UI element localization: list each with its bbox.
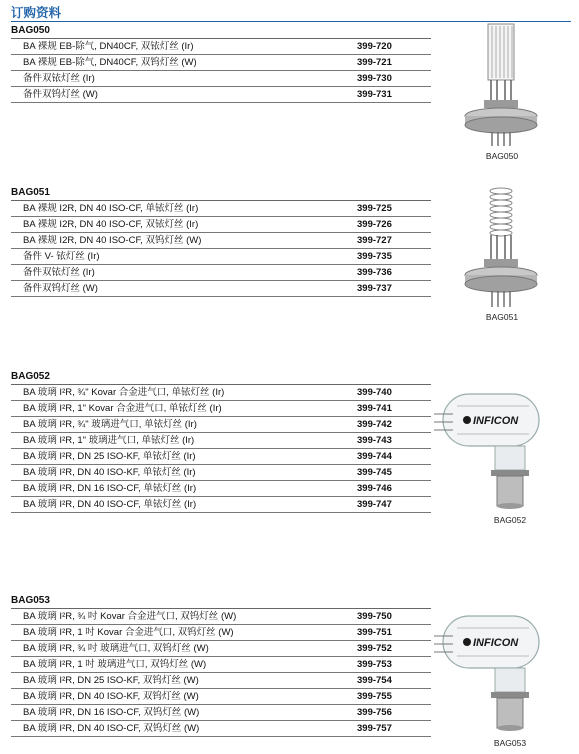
table-row	[11, 201, 431, 217]
section-bag053	[11, 594, 431, 737]
bag052-caption: BAG052	[493, 515, 527, 525]
table-row	[11, 673, 431, 689]
inficon-logo-icon	[463, 416, 471, 424]
part-number: 399-751	[357, 627, 392, 638]
table-row	[11, 481, 431, 497]
item-description: 备件双铱灯丝 (Ir)	[23, 73, 95, 84]
part-number: 399-725	[357, 203, 392, 214]
table-row	[11, 449, 431, 465]
section-heading: BAG051	[11, 186, 431, 201]
part-number: 399-727	[357, 235, 392, 246]
table-row	[11, 433, 431, 449]
part-number: 399-740	[357, 387, 392, 398]
part-number: 399-736	[357, 267, 392, 278]
item-description: BA 玻璃 I²R, 1 吋 Kovar 合金进气口, 双钨灯丝 (W)	[23, 627, 234, 638]
table-row	[11, 87, 431, 103]
item-description: BA 玻璃 I²R, DN 25 ISO-KF, 单铱灯丝 (Ir)	[23, 451, 196, 462]
part-number: 399-753	[357, 659, 392, 670]
part-number: 399-754	[357, 675, 392, 686]
section-heading: BAG053	[11, 594, 431, 609]
item-description: BA 裸规 EB-除气, DN40CF, 双铱灯丝 (Ir)	[23, 41, 194, 52]
item-description: BA 裸规 EB-除气, DN40CF, 双钨灯丝 (W)	[23, 57, 197, 68]
part-number: 399-721	[357, 57, 392, 68]
section-bag050	[11, 24, 431, 103]
item-description: BA 玻璃 I²R, 1" Kovar 合金进气口, 单铱灯丝 (Ir)	[23, 403, 222, 414]
table-row	[11, 465, 431, 481]
bag051-gauge-image	[458, 185, 544, 311]
table-row	[11, 401, 431, 417]
part-number: 399-741	[357, 403, 392, 414]
part-number: 399-744	[357, 451, 392, 462]
table-row	[11, 609, 431, 625]
item-description: BA 玻璃 I²R, 1 吋 玻璃进气口, 双钨灯丝 (W)	[23, 659, 207, 670]
item-description: BA 玻璃 I²R, DN 40 ISO-KF, 单铱灯丝 (Ir)	[23, 467, 196, 478]
bag050-caption: BAG050	[485, 151, 519, 161]
table-row	[11, 689, 431, 705]
bag053-caption: BAG053	[493, 738, 527, 748]
part-number: 399-737	[357, 283, 392, 294]
part-number: 399-755	[357, 691, 392, 702]
item-description: 备件 V- 铱灯丝 (Ir)	[23, 251, 100, 262]
inficon-logo-icon	[463, 638, 471, 646]
bag053-gauge-image	[433, 608, 563, 736]
part-number: 399-742	[357, 419, 392, 430]
section-bag051	[11, 186, 431, 297]
item-description: BA 玻璃 I²R, DN 40 ISO-CF, 单铱灯丝 (Ir)	[23, 499, 197, 510]
table-row	[11, 721, 431, 737]
page-title: 订购资料	[11, 6, 62, 20]
table-row	[11, 249, 431, 265]
item-description: BA 裸规 I2R, DN 40 ISO-CF, 双铱灯丝 (Ir)	[23, 219, 199, 230]
item-description: BA 玻璃 I²R, DN 25 ISO-KF, 双钨灯丝 (W)	[23, 675, 199, 686]
bag051-caption: BAG051	[485, 312, 519, 322]
item-description: BA 玻璃 I²R, 1" 玻璃进气口, 单铱灯丝 (Ir)	[23, 435, 195, 446]
item-description: BA 玻璃 I²R, ¾ 吋 Kovar 合金进气口, 双钨灯丝 (W)	[23, 611, 237, 622]
item-description: BA 玻璃 I²R, DN 40 ISO-CF, 双钨灯丝 (W)	[23, 723, 200, 734]
item-description: BA 裸规 I2R, DN 40 ISO-CF, 单铱灯丝 (Ir)	[23, 203, 199, 214]
part-number: 399-730	[357, 73, 392, 84]
table-row	[11, 281, 431, 297]
item-description: BA 裸规 I2R, DN 40 ISO-CF, 双钨灯丝 (W)	[23, 235, 202, 246]
part-number: 399-743	[357, 435, 392, 446]
table-row	[11, 705, 431, 721]
table-row	[11, 39, 431, 55]
table-row	[11, 641, 431, 657]
item-description: 备件双钨灯丝 (W)	[23, 89, 98, 100]
part-number: 399-726	[357, 219, 392, 230]
part-number: 399-756	[357, 707, 392, 718]
item-description: 备件双铱灯丝 (Ir)	[23, 267, 95, 278]
part-number: 399-720	[357, 41, 392, 52]
item-description: BA 玻璃 I²R, DN 16 ISO-CF, 单铱灯丝 (Ir)	[23, 483, 197, 494]
table-row	[11, 265, 431, 281]
item-description: BA 玻璃 I²R, ¾" Kovar 合金进气口, 单铱灯丝 (Ir)	[23, 387, 225, 398]
part-number: 399-750	[357, 611, 392, 622]
part-number: 399-745	[357, 467, 392, 478]
table-row	[11, 657, 431, 673]
table-row	[11, 217, 431, 233]
item-description: BA 玻璃 I²R, ¾ 吋 玻璃进气口, 双钨灯丝 (W)	[23, 643, 209, 654]
table-row	[11, 71, 431, 87]
section-heading: BAG050	[11, 24, 431, 39]
item-description: 备件双钨灯丝 (W)	[23, 283, 98, 294]
item-description: BA 玻璃 I²R, ¾" 玻璃进气口, 单铱灯丝 (Ir)	[23, 419, 197, 430]
inficon-logo-text: INFICON	[473, 637, 519, 649]
part-number: 399-746	[357, 483, 392, 494]
inficon-logo-text: INFICON	[473, 415, 519, 427]
table-row	[11, 417, 431, 433]
bag050-gauge-image	[458, 22, 544, 150]
table-row	[11, 625, 431, 641]
part-number: 399-731	[357, 89, 392, 100]
bag052-gauge-image	[433, 386, 563, 514]
table-row	[11, 233, 431, 249]
item-description: BA 玻璃 I²R, DN 40 ISO-KF, 双钨灯丝 (W)	[23, 691, 199, 702]
item-description: BA 玻璃 I²R, DN 16 ISO-CF, 双钨灯丝 (W)	[23, 707, 200, 718]
part-number: 399-747	[357, 499, 392, 510]
part-number: 399-757	[357, 723, 392, 734]
part-number: 399-735	[357, 251, 392, 262]
table-row	[11, 497, 431, 513]
table-row	[11, 385, 431, 401]
part-number: 399-752	[357, 643, 392, 654]
table-row	[11, 55, 431, 71]
section-heading: BAG052	[11, 370, 431, 385]
section-bag052	[11, 370, 431, 513]
